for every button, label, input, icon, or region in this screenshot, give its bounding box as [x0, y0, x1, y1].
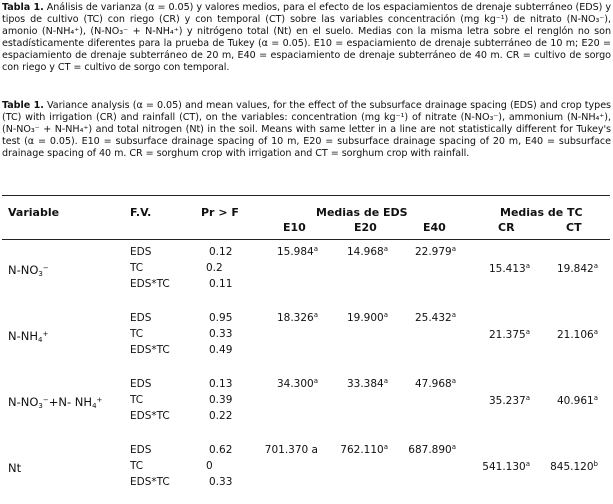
mean-value: 35.237 [488, 395, 526, 407]
mean-value: 47.968 [414, 378, 452, 390]
tukey-letter: a [525, 460, 530, 468]
variable-base: Nt [8, 461, 22, 475]
source-of-variation: EDS*TC [130, 476, 170, 488]
variable-sup: + [42, 330, 49, 338]
source-of-variation: TC [130, 460, 144, 472]
pr-value: 0.2 [206, 262, 223, 274]
variable-sup2: + [96, 396, 103, 404]
mean-cr [489, 395, 530, 407]
pr-value: 0.12 [209, 246, 233, 258]
tukey-letter: a [313, 245, 318, 253]
pr-value: 0.62 [209, 444, 233, 456]
mean-value: 15.984 [276, 246, 314, 258]
tukey-letter: a [593, 262, 598, 270]
variable-tail: +N- NH [48, 395, 93, 409]
mean-ct [557, 263, 598, 275]
header-cr: CR [498, 221, 515, 234]
header-medias-eds: Medias de EDS [316, 206, 408, 219]
source-of-variation: EDS*TC [130, 410, 170, 422]
variable-label [8, 461, 21, 475]
tukey-letter: a [525, 262, 530, 270]
source-of-variation: TC [130, 394, 144, 406]
variable-base: N-NH [8, 329, 39, 343]
tukey-letter: a [383, 311, 388, 319]
variable-sub: 3 [38, 270, 43, 278]
mean-e40 [415, 378, 456, 390]
source-of-variation: TC [130, 262, 144, 274]
tukey-letter: a [593, 394, 598, 402]
variable-label [8, 395, 102, 409]
mean-value: 21.106 [556, 329, 594, 341]
source-of-variation: EDS [130, 312, 152, 324]
variable-label [8, 329, 48, 343]
source-of-variation: EDS [130, 246, 152, 258]
mean-e40 [415, 246, 456, 258]
mean-e10 [277, 312, 318, 324]
tukey-letter: a [451, 443, 456, 451]
pr-value: 0.33 [209, 476, 233, 488]
table-top-rule [2, 195, 610, 196]
mean-e20 [340, 444, 388, 456]
mean-e10 [265, 444, 318, 456]
mean-value: 15.413 [488, 263, 526, 275]
mean-value: 687.890 [408, 444, 452, 456]
tukey-letter: a [451, 245, 456, 253]
mean-value: 701.370 a [264, 444, 318, 456]
pr-value: 0 [206, 460, 213, 472]
tukey-letter: a [313, 377, 318, 385]
header-fv: F.V. [130, 206, 152, 219]
mean-value: 762.110 [340, 444, 384, 456]
mean-cr [489, 329, 530, 341]
mean-value: 14.968 [346, 246, 384, 258]
mean-value: 22.979 [414, 246, 452, 258]
pr-value: 0.49 [209, 344, 233, 356]
variable-sup: − [42, 396, 49, 404]
tukey-letter: a [313, 311, 318, 319]
mean-value: 18.326 [276, 312, 314, 324]
tukey-letter: a [451, 311, 456, 319]
variable-sub: 4 [38, 336, 43, 344]
source-of-variation: EDS*TC [130, 278, 170, 290]
header-e10: E10 [283, 221, 306, 234]
tukey-letter: a [383, 245, 388, 253]
pr-value: 0.33 [209, 328, 233, 340]
caption-english-text: Variance analysis (α = 0.05) and mean values, for the effect of the subsurface drainage spacing (EDS) and crop types (TC) with irrigation (CR) and rainfall (CT), on the variables: concentration (mg kg⁻¹) of nitrate (N-NO₃⁻), ammonium (N-NH₄⁺), (N-NO₃⁻ + N-NH₄⁺) and total nitrogen (Nt) in the soil. Means with same letter in a line are not statistically different for Tukey's test (α = 0.05). E10 = subsurface drainage spacing of 10 m, E20 = subsurface drainage spacing of 20 m, E40 = subsurface drainage spacing of 40 m. CR = sorghum crop with irrigation and CT = sorghum crop with rainfall. [2, 100, 611, 159]
mean-value: 845.120 [550, 461, 594, 473]
mean-ct [557, 395, 598, 407]
mean-value: 21.375 [488, 329, 526, 341]
pr-value: 0.22 [209, 410, 233, 422]
tukey-letter: a [593, 328, 598, 336]
variable-base: N-NO [8, 395, 39, 409]
pr-value: 0.13 [209, 378, 233, 390]
tukey-letter: a [525, 394, 530, 402]
header-e20: E20 [354, 221, 377, 234]
source-of-variation: EDS*TC [130, 344, 170, 356]
variable-sub: 3 [38, 402, 43, 410]
header-pr: Pr > F [201, 206, 239, 219]
table-header-rule [2, 239, 610, 240]
mean-cr [482, 461, 530, 473]
caption-spanish-label: Tabla 1. [2, 2, 44, 13]
mean-e20 [347, 312, 388, 324]
header-e40: E40 [423, 221, 446, 234]
variable-base: N-NO [8, 263, 39, 277]
mean-e20 [347, 378, 388, 390]
caption-english-label: Table 1. [2, 100, 44, 111]
mean-ct [550, 461, 598, 473]
variable-sub2: 4 [92, 402, 97, 410]
tukey-letter: a [451, 377, 456, 385]
header-ct: CT [566, 221, 582, 234]
mean-value: 19.900 [346, 312, 384, 324]
source-of-variation: EDS [130, 444, 152, 456]
caption-spanish [2, 2, 611, 74]
mean-value: 34.300 [276, 378, 314, 390]
variable-sup: − [42, 264, 49, 272]
pr-value: 0.95 [209, 312, 233, 324]
mean-value: 19.842 [556, 263, 594, 275]
mean-value: 25.432 [414, 312, 452, 324]
tukey-letter: b [593, 460, 598, 468]
source-of-variation: TC [130, 328, 144, 340]
mean-e20 [347, 246, 388, 258]
mean-e40 [415, 312, 456, 324]
mean-value: 33.384 [346, 378, 384, 390]
mean-value: 40.961 [556, 395, 594, 407]
pr-value: 0.11 [209, 278, 233, 290]
variable-label [8, 263, 49, 277]
tukey-letter: a [525, 328, 530, 336]
mean-value: 541.130 [482, 461, 526, 473]
mean-e40 [408, 444, 456, 456]
mean-ct [557, 329, 598, 341]
mean-e10 [277, 246, 318, 258]
source-of-variation: EDS [130, 378, 152, 390]
mean-e10 [277, 378, 318, 390]
pr-value: 0.39 [209, 394, 233, 406]
mean-cr [489, 263, 530, 275]
caption-spanish-text: Análisis de varianza (α = 0.05) y valores medios, para el efecto de los espaciamientos de drenaje subterráneo (EDS) y tipos de cultivo (TC) con riego (CR) y con temporal (CT) sobre las variables concentración (mg kg⁻¹) de nitrato (N-NO₃⁻), amonio (N-NH₄⁺), (N-NO₃⁻ + N-NH₄⁺) y nitrógeno total (Nt) en el suelo. Medias con la misma letra sobre el renglón no son estadísticamente diferentes para la prueba de Tukey (α = 0.05). E10 = espaciamiento de drenaje subterráneo de 10 m; E20 = espaciamiento de drenaje subterráneo de 20 m, E40 = espaciamiento de drenaje subterráneo de 40 m. CR = cultivo de sorgo con riego y CT = cultivo de sorgo con temporal. [2, 2, 611, 73]
header-variable: Variable [8, 206, 60, 219]
tukey-letter: a [383, 443, 388, 451]
caption-english [2, 100, 611, 160]
tukey-letter: a [383, 377, 388, 385]
header-medias-tc: Medias de TC [500, 206, 583, 219]
